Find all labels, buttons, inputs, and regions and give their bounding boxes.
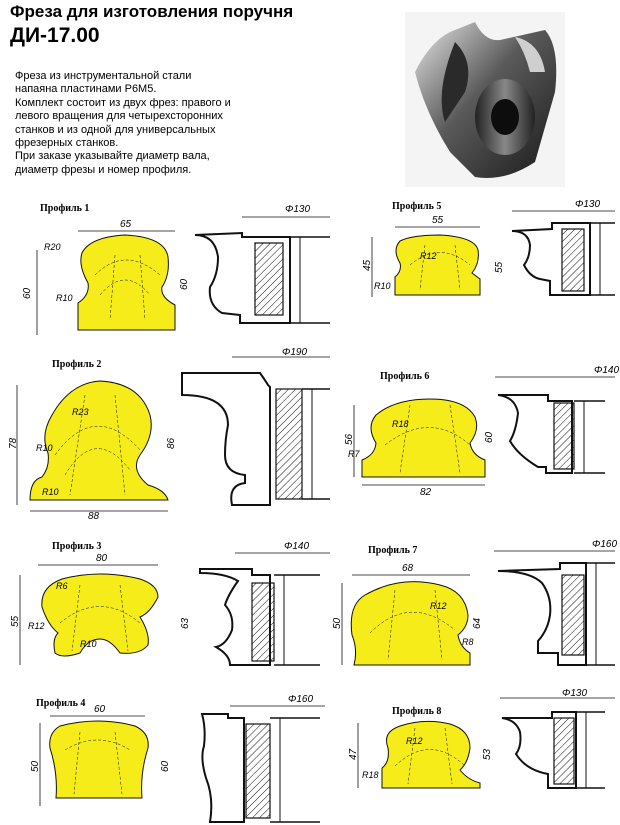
radius-label: R12 [28, 621, 45, 631]
cutter-height-value: 53 [482, 748, 493, 760]
radius-label: R12 [430, 601, 447, 611]
radius-label: R18 [392, 419, 409, 429]
profile-label: Профиль 4 [36, 698, 86, 709]
handrail-profile [50, 721, 149, 798]
description-line: При заказе указывайте диаметр вала, [15, 150, 210, 163]
description [15, 70, 315, 177]
description-line: левого вращения для четырехсторонних [15, 110, 223, 123]
description-line: диаметр фрезы и номер профиля. [15, 163, 192, 176]
cutter-section [182, 373, 270, 505]
handrail-profile [30, 381, 168, 500]
radius-label: R10 [374, 281, 391, 291]
profile-3-drawing [0, 535, 330, 680]
cutter-height-value: 63 [180, 617, 191, 629]
profile-label: Профиль 2 [52, 359, 102, 370]
radius-label: R10 [56, 293, 73, 303]
diameter-value: Φ160 [288, 694, 314, 705]
description-line: станков и из одной для универсальных [15, 123, 216, 136]
cutter-height-value: 60 [179, 278, 190, 290]
radius-label: R8 [462, 637, 474, 647]
profile-label: Профиль 5 [392, 201, 442, 212]
radius-label: R12 [420, 251, 437, 261]
profile-7-drawing [330, 535, 620, 680]
width-value: 60 [94, 704, 106, 715]
width-value: 68 [402, 563, 414, 574]
radius-label: R7 [348, 449, 360, 459]
height-value: 78 [8, 437, 19, 449]
diameter-value: Φ130 [285, 204, 311, 215]
radius-label: R12 [406, 736, 423, 746]
profile-label: Профиль 7 [368, 545, 418, 556]
cutter-photo [405, 12, 565, 187]
radius-label: R10 [42, 487, 59, 497]
handrail-profile [382, 721, 480, 788]
description-line: фрезерных станков. [15, 137, 119, 150]
page-title: Фреза для изготовления поручня [10, 2, 294, 21]
height-value: 50 [30, 760, 41, 772]
height-value: 55 [10, 615, 21, 627]
diameter-value: Φ140 [594, 365, 620, 376]
description-line: Фреза из инструментальной стали [15, 70, 192, 82]
width-value: 88 [88, 511, 100, 522]
description-line: Комплект состоит из двух фрез: правого и [15, 96, 231, 109]
profile-label: Профиль 3 [52, 541, 102, 552]
radius-label: R23 [72, 407, 89, 417]
cutter-height-value: 64 [472, 617, 483, 629]
cutter-section [202, 714, 244, 822]
cutter-height-value: 86 [166, 437, 177, 449]
description-line: напаяна пластинами Р6М5. [15, 83, 157, 96]
height-value: 47 [348, 748, 359, 760]
profile-label: Профиль 8 [392, 706, 442, 717]
profile-2-drawing [0, 345, 335, 520]
profile-8-drawing [330, 688, 620, 825]
height-value: 56 [344, 433, 355, 445]
cutter-height-value: 55 [494, 261, 505, 273]
width-value: 55 [432, 215, 444, 226]
diameter-value: Φ160 [592, 539, 618, 550]
height-value: 60 [22, 287, 33, 299]
handrail-profile [78, 235, 175, 330]
diameter-value: Φ140 [284, 541, 310, 552]
diameter-value: Φ130 [575, 199, 601, 210]
profile-1-drawing [0, 195, 330, 340]
profile-4-drawing [0, 688, 330, 825]
diameter-value: Φ130 [562, 688, 588, 699]
profile-6-drawing [340, 355, 620, 505]
profile-5-drawing [340, 195, 620, 335]
handrail-profile [395, 235, 480, 295]
width-value: 65 [120, 219, 132, 230]
product-code: ДИ-17.00 [10, 24, 100, 47]
handrail-profile [351, 582, 470, 665]
radius-label: R6 [56, 581, 68, 591]
radius-label: R10 [36, 443, 53, 453]
cutter-height-value: 60 [484, 431, 495, 443]
profile-label: Профиль 1 [40, 203, 90, 214]
height-value: 50 [332, 617, 343, 629]
radius-label: R20 [44, 242, 61, 252]
height-value: 45 [362, 259, 373, 271]
diameter-value: Φ190 [282, 347, 308, 358]
width-value: 80 [96, 553, 108, 564]
radius-label: R18 [362, 770, 379, 780]
profile-label: Профиль 6 [380, 371, 430, 382]
cutter-height-value: 60 [160, 760, 171, 772]
handrail-profile [362, 399, 485, 477]
width-value: 82 [420, 487, 432, 498]
radius-label: R10 [80, 639, 97, 649]
